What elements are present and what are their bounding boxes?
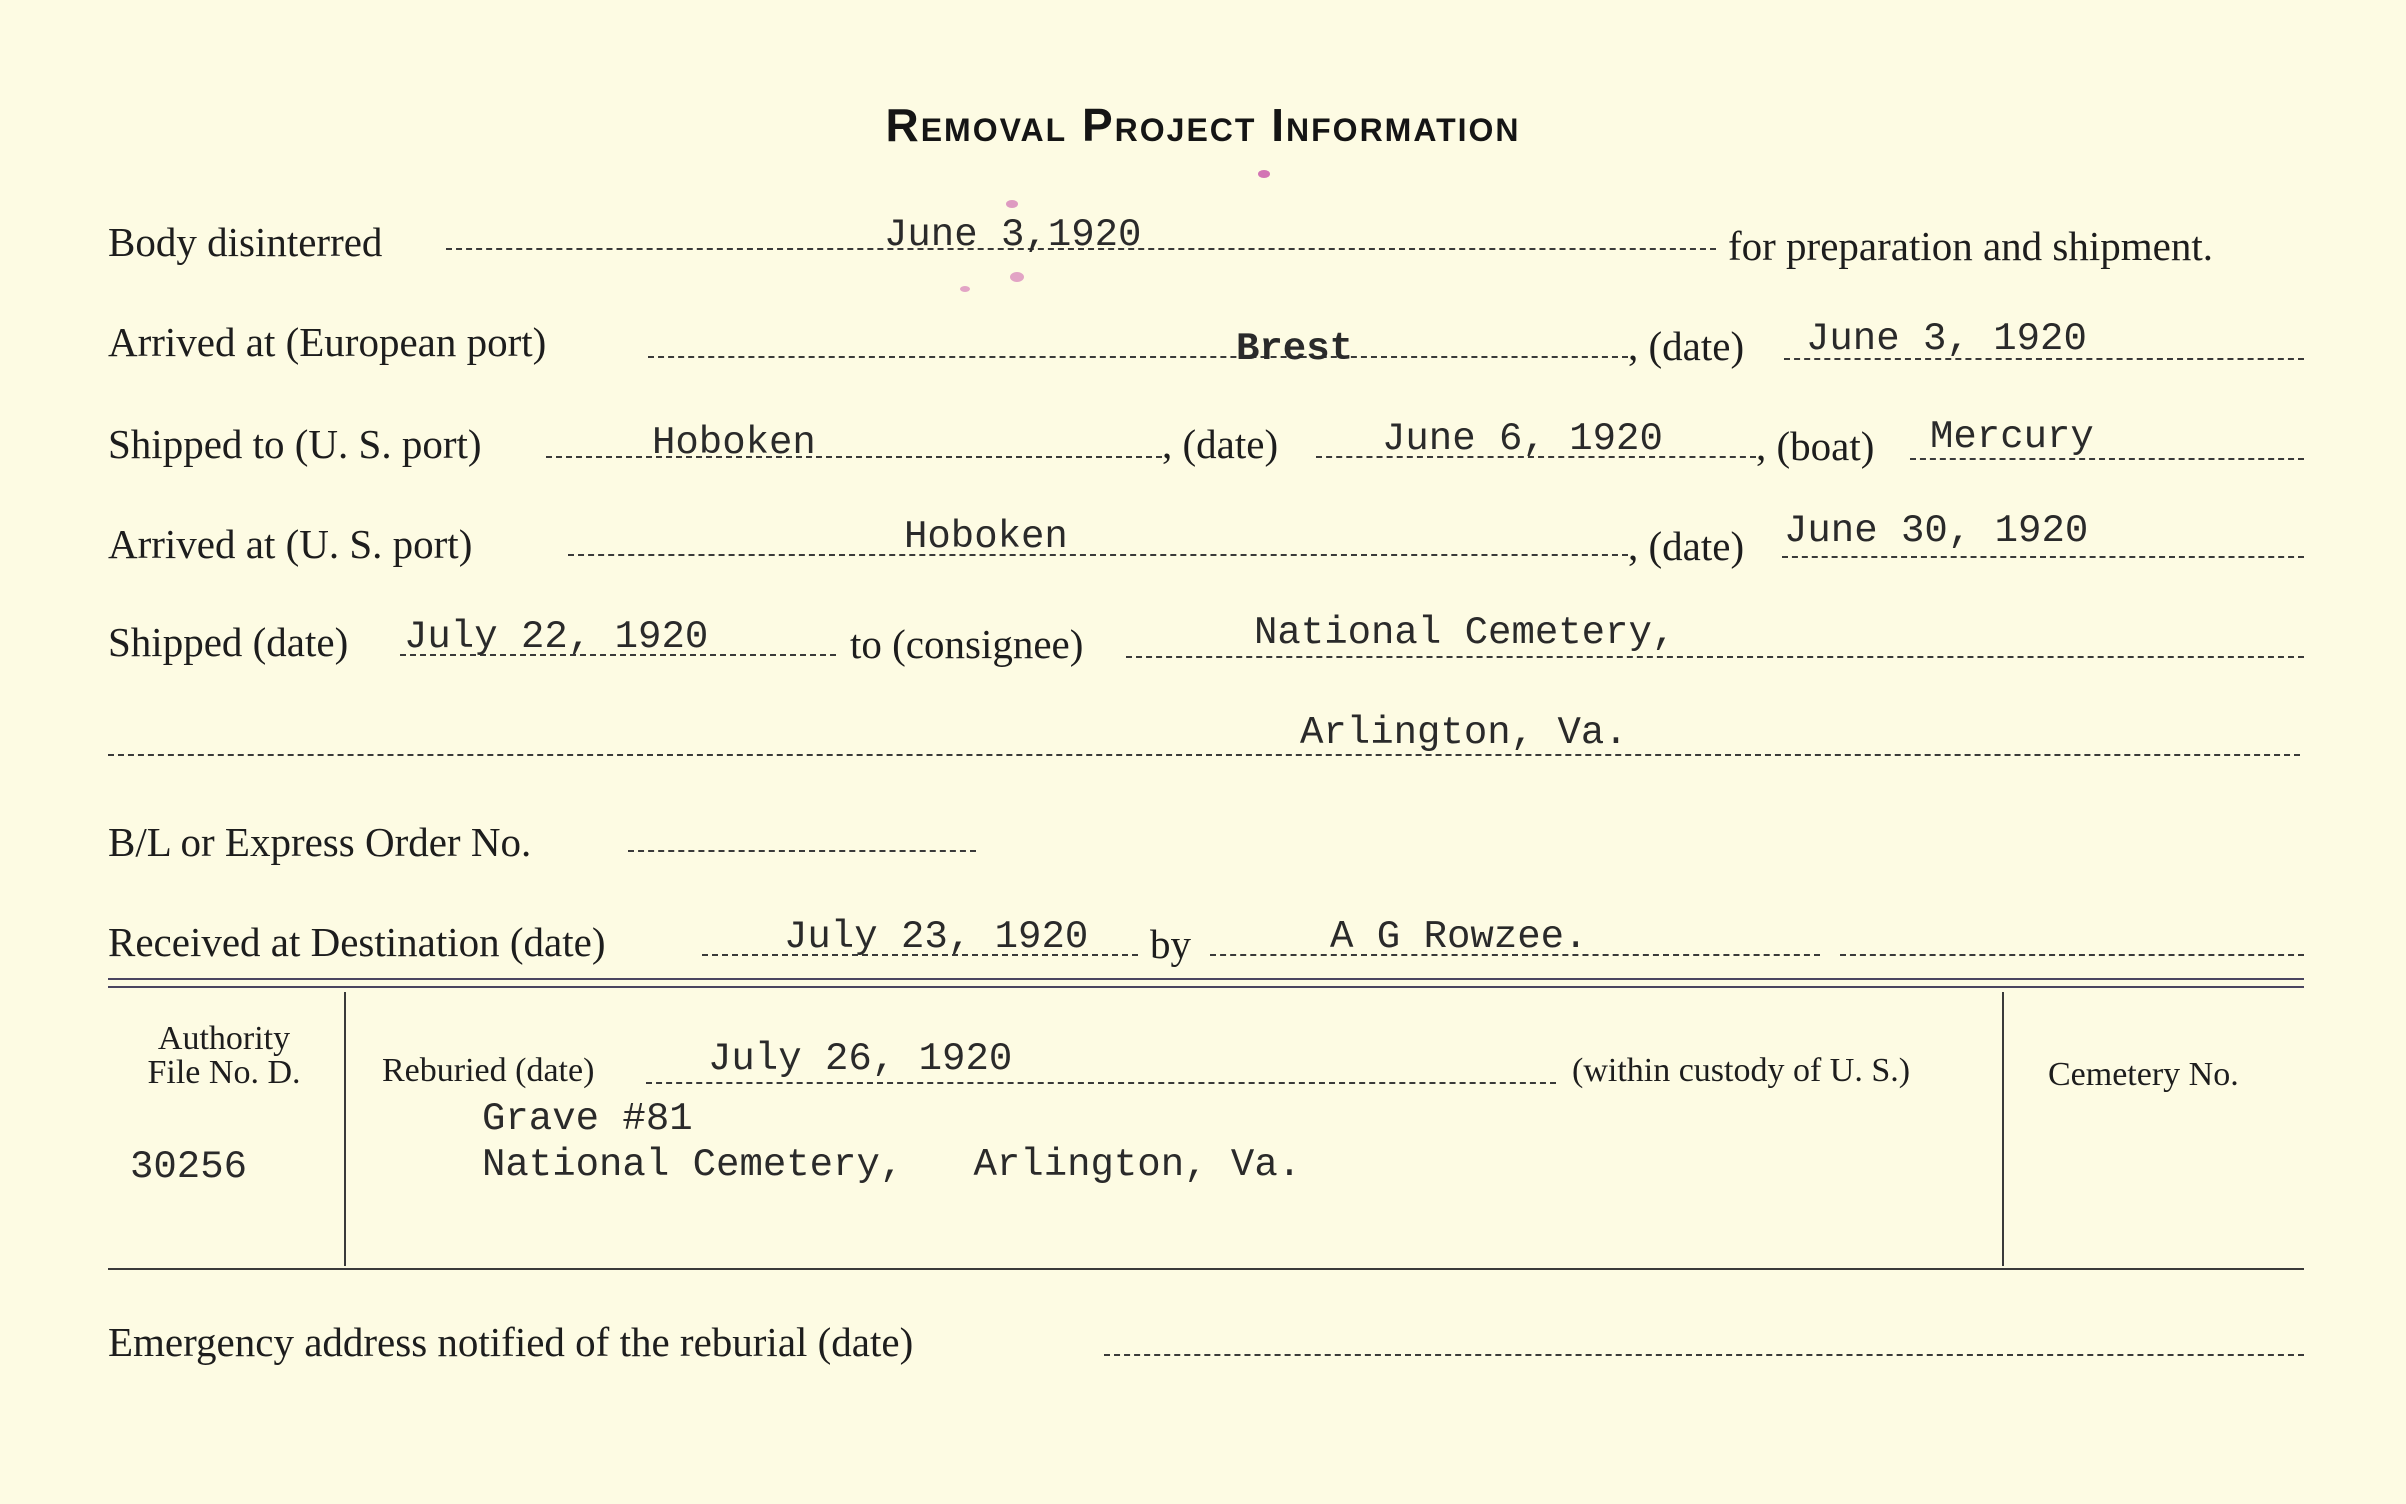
reburied-line (646, 1082, 1556, 1084)
us-port-shipped-line (546, 456, 1162, 458)
ink-smudge (1010, 272, 1024, 282)
shipped-date-value: July 22, 1920 (404, 615, 709, 659)
received-by-label: by (1150, 921, 1191, 967)
european-date-label: , (date) (1628, 323, 1745, 369)
box-bottom-rule (108, 1268, 2304, 1270)
received-destination-label: Received at Destination (date) (108, 919, 606, 965)
us-port-arrived-date-line (1782, 556, 2304, 558)
shipped-date-label: Shipped (date) (108, 619, 349, 665)
reburied-label: Reburied (date) (382, 1052, 595, 1089)
emergency-address-line (1104, 1354, 2304, 1356)
authority-label-1: Authority (157, 1020, 291, 1057)
authority-label-2: File No. D. (147, 1054, 301, 1091)
us-port-shipped-date-label: , (date) (1162, 421, 1279, 467)
ink-smudge (960, 286, 970, 292)
us-port-arrived-date-value: June 30, 1920 (1784, 509, 2089, 553)
bl-order-label: B/L or Express Order No. (108, 819, 532, 865)
double-rule-top (108, 978, 2304, 980)
boat-value: Mercury (1930, 415, 2094, 459)
box-divider-left (344, 992, 346, 1266)
consignee-label: to (consignee) (850, 621, 1084, 667)
grave-number: Grave #81 (482, 1097, 693, 1141)
body-disinterred-value: June 3,1920 (884, 213, 1142, 257)
us-port-shipped-date-value: June 6, 1920 (1382, 417, 1663, 461)
received-by-line-2 (1840, 954, 2304, 956)
us-port-arrived-label: Arrived at (U. S. port) (108, 521, 473, 567)
us-port-shipped-value: Hoboken (652, 421, 816, 465)
body-disinterred-label: Body disinterred (108, 219, 383, 265)
box-divider-right (2002, 992, 2004, 1266)
consignee-value: National Cemetery, (1254, 611, 1676, 655)
us-port-arrived-line (568, 554, 1628, 556)
european-date-value: June 3, 1920 (1806, 317, 2087, 361)
authority-file-value: 30256 (130, 1145, 248, 1189)
european-port-line (648, 356, 1628, 358)
cemetery-no-label: Cemetery No. (2048, 1056, 2239, 1093)
form-title: Removal Project Information (885, 99, 1521, 151)
ink-smudge (1258, 170, 1270, 178)
us-port-shipped-label: Shipped to (U. S. port) (108, 421, 482, 467)
ink-smudge (1006, 200, 1018, 208)
consignee-line-2 (108, 754, 2300, 756)
us-port-arrived-date-label: , (date) (1628, 523, 1745, 569)
us-port-arrived-value: Hoboken (904, 515, 1068, 559)
reburial-location: National Cemetery, Arlington, Va. (482, 1143, 1302, 1187)
consignee-line (1126, 656, 2304, 658)
received-destination-value: July 23, 1920 (784, 915, 1089, 959)
european-port-label: Arrived at (European port) (108, 319, 547, 365)
reburied-value: July 26, 1920 (708, 1037, 1013, 1081)
received-by-value: A G Rowzee. (1330, 915, 1588, 959)
double-rule-bottom (108, 986, 2304, 988)
consignee-value-2: Arlington, Va. (1300, 711, 1628, 755)
custody-label: (within custody of U. S.) (1572, 1052, 1911, 1089)
shipment-suffix-label: for preparation and shipment. (1728, 223, 2214, 269)
european-port-value: Brest (1236, 327, 1354, 371)
emergency-address-label: Emergency address notified of the reburial (date) (108, 1319, 914, 1365)
bl-order-line (628, 850, 976, 852)
boat-label: , (boat) (1756, 423, 1875, 469)
